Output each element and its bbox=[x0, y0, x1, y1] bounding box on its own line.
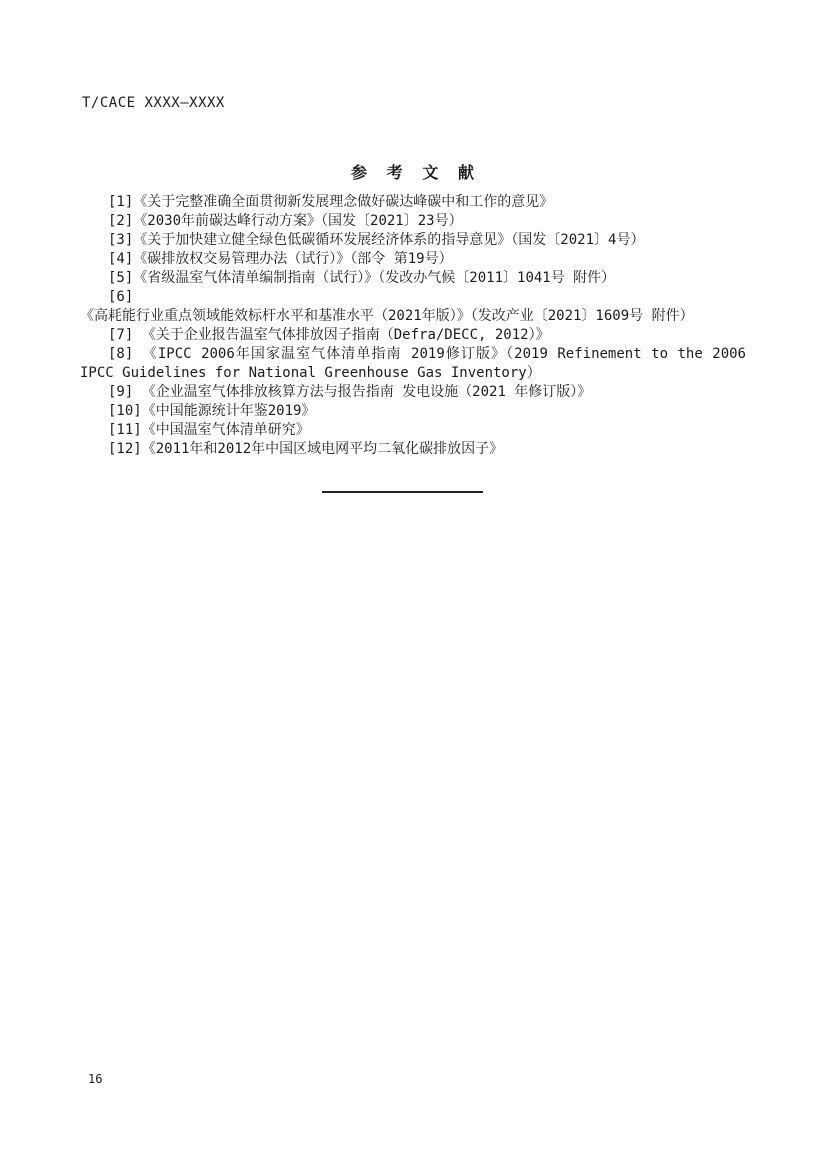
reference-label: [4] bbox=[108, 251, 134, 267]
reference-label: [1] bbox=[108, 194, 134, 210]
reference-text: 《中国温室气体清单研究》 bbox=[141, 422, 310, 438]
reference-label: [2] bbox=[108, 213, 134, 229]
end-of-document-rule bbox=[322, 491, 483, 493]
page-number: 16 bbox=[88, 1072, 103, 1086]
reference-text: 《IPCC 2006年国家温室气体清单指南 2019修订版》（2019 Refinement to the 2006 IPCC Guidelines for National Greenhouse Gas Inventory） bbox=[80, 346, 746, 381]
reference-item bbox=[80, 250, 746, 269]
reference-label: [5] bbox=[108, 270, 134, 286]
reference-list bbox=[80, 193, 746, 459]
reference-text: 《企业温室气体排放核算方法与报告指南 发电设施（2021 年修订版）》 bbox=[133, 384, 592, 400]
reference-text: 《2030年前碳达峰行动方案》（国发〔2021〕23号） bbox=[133, 213, 463, 229]
reference-text: 《2011年和2012年中国区域电网平均二氧化碳排放因子》 bbox=[141, 441, 504, 457]
reference-item bbox=[80, 212, 746, 231]
doc-number: T/CACE XXXX—XXXX bbox=[82, 95, 225, 111]
reference-item bbox=[80, 383, 746, 402]
reference-text: 《关于完整准确全面贯彻新发展理念做好碳达峰碳中和工作的意见》 bbox=[133, 194, 554, 210]
reference-text: 《关于加快建立健全绿色低碳循环发展经济体系的指导意见》（国发〔2021〕4号） bbox=[133, 232, 645, 248]
reference-item bbox=[80, 193, 746, 212]
reference-item bbox=[80, 345, 746, 383]
page-header bbox=[82, 95, 225, 111]
reference-label: [6] bbox=[108, 289, 134, 305]
reference-item bbox=[80, 231, 746, 250]
reference-label: [7] bbox=[108, 327, 134, 343]
reference-item bbox=[80, 402, 746, 421]
reference-label: [9] bbox=[108, 384, 134, 400]
reference-label: [3] bbox=[108, 232, 134, 248]
reference-text: 《高耗能行业重点领域能效标杆水平和基准水平（2021年版）》（发改产业〔2021〕1609号 附件） bbox=[80, 308, 694, 324]
reference-label: [11] bbox=[108, 422, 142, 438]
section-title: 参 考 文 献 bbox=[351, 163, 475, 182]
reference-label: [10] bbox=[108, 403, 142, 419]
reference-item bbox=[80, 269, 746, 288]
reference-item bbox=[80, 288, 746, 326]
reference-text: 《碳排放权交易管理办法（试行）》（部令 第19号） bbox=[133, 251, 453, 267]
reference-item bbox=[80, 440, 746, 459]
reference-label: [8] bbox=[108, 346, 134, 362]
reference-item bbox=[80, 326, 746, 345]
reference-item bbox=[80, 421, 746, 440]
reference-text: 《省级温室气体清单编制指南（试行）》（发改办气候〔2011〕1041号 附件） bbox=[133, 270, 616, 286]
reference-text: 《关于企业报告温室气体排放因子指南（Defra/DECC, 2012）》 bbox=[133, 327, 550, 343]
reference-text: 《中国能源统计年鉴2019》 bbox=[141, 403, 316, 419]
reference-label: [12] bbox=[108, 441, 142, 457]
